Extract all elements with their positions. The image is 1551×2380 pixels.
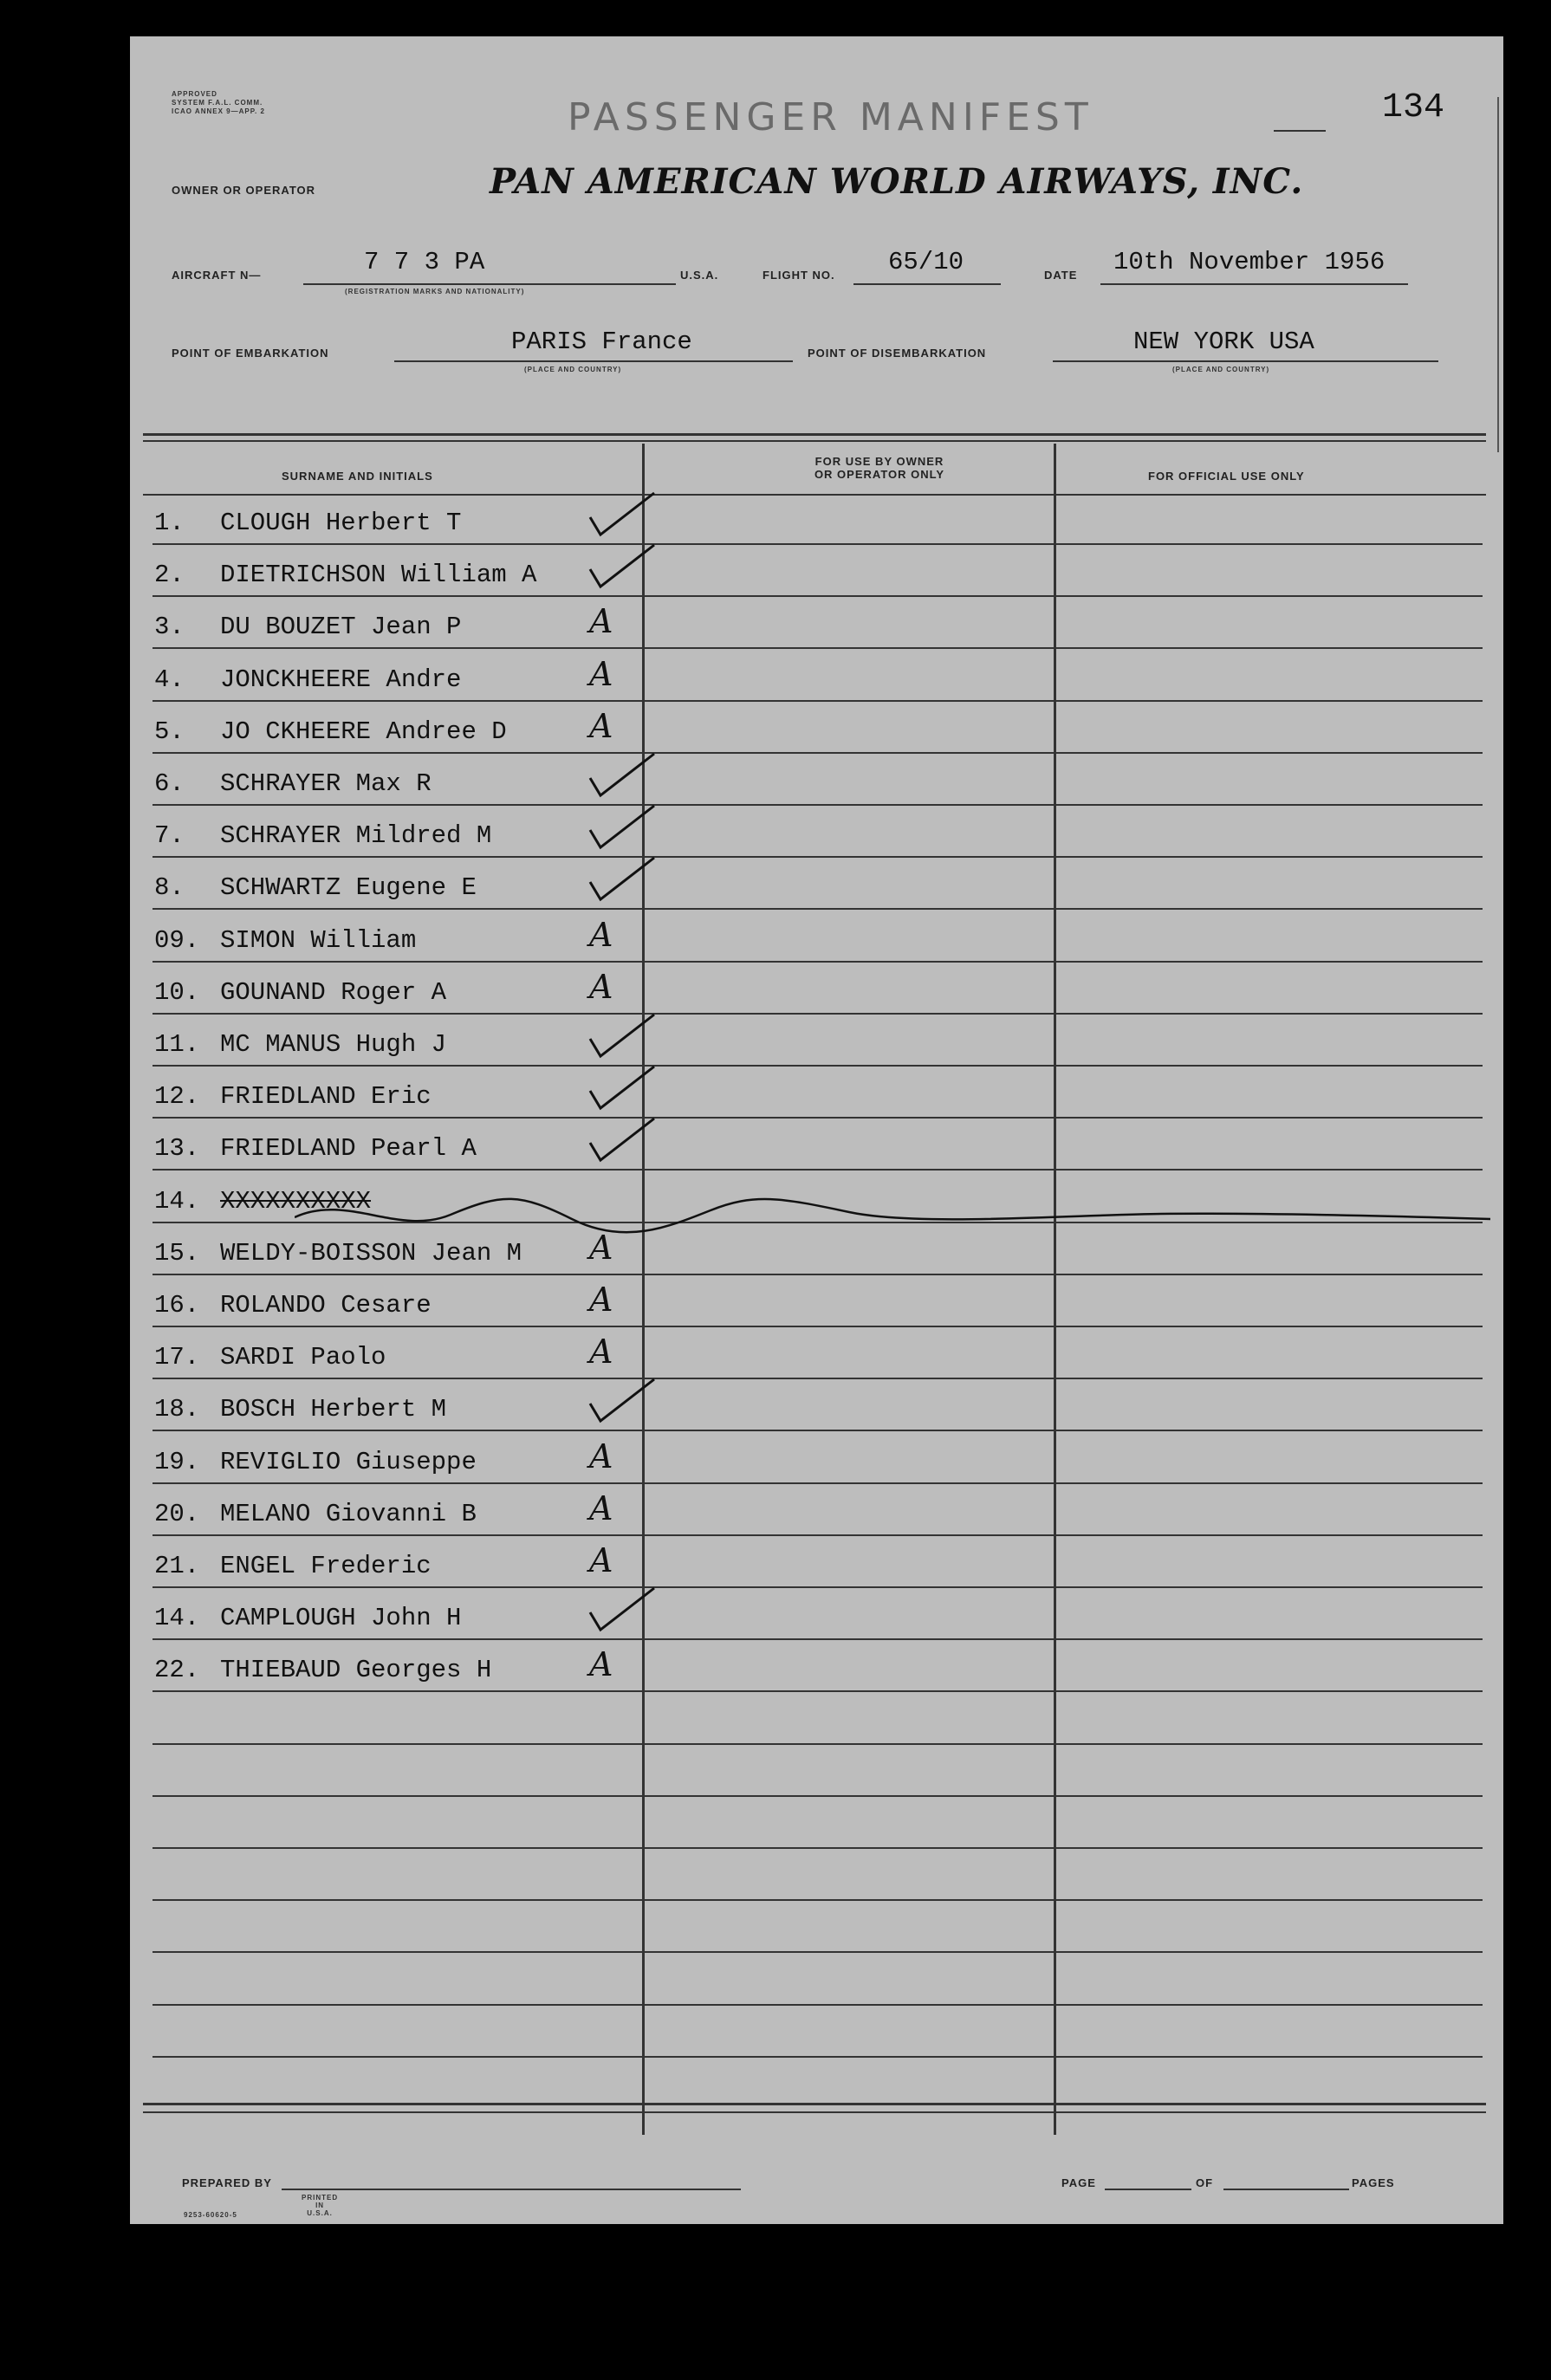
passenger-number: 20. [154,1499,200,1528]
passenger-row [130,1436,1503,1500]
row-line [153,1326,1483,1327]
handwritten-a-mark: A [589,654,613,693]
column-owner-header [754,455,1005,481]
handwritten-a-mark: A [589,1541,613,1579]
passenger-name: REVIGLIO Giuseppe [220,1447,477,1476]
passenger-number: 13. [154,1134,200,1164]
passenger-row [130,1281,1503,1343]
handwritten-a-mark: A [589,1436,613,1475]
passenger-number: 21. [154,1552,200,1580]
passenger-row [130,654,1503,717]
passenger-row [130,821,1503,873]
passenger-number: 3. [154,613,185,642]
passenger-number: 15. [154,1238,200,1268]
blank-row-line [153,2004,1483,2006]
blank-row-line [153,2056,1483,2058]
checkmark-icon [585,752,663,804]
passenger-number: 8. [154,873,185,903]
passenger-name: DIETRICHSON William A [220,561,537,590]
disembark-label: POINT OF DISEMBARKATION [808,347,987,360]
disembark-sublabel: (PLACE AND COUNTRY) [1172,366,1270,373]
passenger-name: XXXXXXXXXX [220,1186,372,1216]
printed-mark [302,2194,338,2217]
checkmark-icon [585,804,663,856]
sheet-number-line [1274,130,1326,132]
passenger-number: 14. [154,1604,200,1633]
passenger-name: SCHRAYER Max R [220,769,432,798]
usa-label: U.S.A. [680,269,719,282]
passenger-name: GOUNAND Roger A [220,977,447,1007]
column-surname-header: SURNAME AND INITIALS [282,470,433,483]
row-line [153,1065,1483,1067]
form-title: PASSENGER MANIFEST [568,95,1093,139]
passenger-row [130,1333,1503,1395]
row-line [153,543,1483,545]
handwritten-a-mark: A [589,915,613,954]
passenger-row [130,967,1503,1030]
passenger-row [130,602,1503,665]
passenger-row [130,1604,1503,1656]
column-owner-header-line-2: OR OPERATOR ONLY [814,468,945,481]
passenger-name: MELANO Giovanni B [220,1499,477,1528]
checkmark-icon [585,1117,663,1169]
flight-label: FLIGHT NO. [763,269,835,282]
passenger-number: 5. [154,717,185,746]
prepared-by-label: PREPARED BY [182,2176,272,2189]
passenger-row [130,1395,1503,1447]
passenger-name: CAMPLOUGH John H [220,1604,462,1633]
passenger-number: 10. [154,977,200,1007]
row-line [153,961,1483,963]
pages-label: PAGES [1352,2176,1395,2189]
manifest-sheet [130,36,1503,2224]
page-label: PAGE [1061,2176,1096,2189]
checkmark-icon [585,1065,663,1117]
column-official-header: FOR OFFICIAL USE ONLY [1148,470,1305,483]
row-line [153,1117,1483,1119]
blank-row-line [153,1899,1483,1901]
row-line [153,700,1483,702]
checkmark-icon [585,1586,663,1638]
printed-mark-line-2: IN [315,2202,325,2209]
passenger-row [130,1541,1503,1604]
passenger-number: 11. [154,1030,200,1059]
row-line [153,1534,1483,1536]
embark-label: POINT OF EMBARKATION [172,347,329,360]
passenger-number: 7. [154,821,185,851]
aircraft-value: 7 7 3 PA [364,248,485,276]
passenger-name: JONCKHEERE Andre [220,665,462,694]
passenger-row [130,873,1503,925]
passenger-name: ROLANDO Cesare [220,1291,432,1320]
of-label: OF [1196,2176,1214,2189]
checkmark-icon [585,491,663,543]
row-line [153,804,1483,806]
date-value: 10th November 1956 [1113,248,1386,276]
passenger-row [130,1228,1503,1291]
passenger-name: DU BOUZET Jean P [220,613,462,642]
row-line [153,908,1483,910]
handwritten-a-mark: A [589,1645,613,1684]
date-label: DATE [1044,269,1078,282]
checkmark-icon [585,856,663,908]
flight-value: 65/10 [888,248,964,276]
sheet-number: 134 [1382,88,1445,127]
passenger-name: CLOUGH Herbert T [220,509,462,537]
column-owner-header-line-1: FOR USE BY OWNER [814,455,944,468]
passenger-name: FRIEDLAND Pearl A [220,1134,477,1164]
handwritten-a-mark: A [589,1228,613,1267]
row-line [153,1274,1483,1275]
blank-row-line [153,1795,1483,1797]
row-line [153,856,1483,858]
passenger-name: SCHWARTZ Eugene E [220,873,477,903]
checkmark-icon [585,543,663,595]
row-line [153,1169,1483,1171]
passenger-number: 09. [154,925,200,955]
printed-mark-line-3: U.S.A. [307,2209,333,2217]
owner-label: OWNER OR OPERATOR [172,184,316,197]
handwritten-a-mark: A [589,967,613,1006]
approval-line-3: ICAO ANNEX 9—APP. 2 [172,107,265,115]
passenger-row [130,1645,1503,1708]
handwritten-a-mark: A [589,602,613,641]
handwritten-a-mark: A [589,1333,613,1372]
handwritten-a-mark: A [589,706,613,745]
passenger-name: BOSCH Herbert M [220,1395,447,1424]
approval-block [172,90,265,116]
passenger-number: 1. [154,509,185,537]
embark-value: PARIS France [511,327,692,356]
checkmark-icon [585,1013,663,1065]
passenger-name: MC MANUS Hugh J [220,1030,447,1059]
passenger-number: 18. [154,1395,200,1424]
row-line [153,1430,1483,1431]
passenger-row [130,1030,1503,1082]
row-line [153,595,1483,597]
edge-mark [1497,97,1499,452]
passenger-name: SIMON William [220,925,417,955]
passenger-name: SARDI Paolo [220,1343,386,1372]
disembark-value: NEW YORK USA [1133,327,1314,356]
approval-line-2: SYSTEM F.A.L. COMM. [172,99,263,107]
owner-value: PAN AMERICAN WORLD AIRWAYS, INC. [490,161,1304,202]
passenger-name: ENGEL Frederic [220,1552,432,1580]
row-line [153,1586,1483,1588]
passenger-row [130,706,1503,769]
passenger-row [130,769,1503,821]
passenger-name: FRIEDLAND Eric [220,1082,432,1112]
passenger-number: 6. [154,769,185,798]
passenger-number: 16. [154,1291,200,1320]
row-line [153,1482,1483,1484]
blank-row-line [153,1847,1483,1849]
passenger-name: JO CKHEERE Andree D [220,717,507,746]
handwritten-a-mark: A [589,1281,613,1319]
passenger-row [130,915,1503,978]
passenger-name: THIEBAUD Georges H [220,1656,492,1685]
passenger-row [130,1134,1503,1186]
approval-line-1: APPROVED [172,90,217,98]
passenger-name: SCHRAYER Mildred M [220,821,492,851]
passenger-number: 22. [154,1656,200,1685]
handwritten-a-mark: A [589,1488,613,1527]
passenger-row [130,509,1503,561]
passenger-number: 17. [154,1343,200,1372]
passenger-number: 4. [154,665,185,694]
aircraft-label: AIRCRAFT N— [172,269,262,282]
embark-sublabel: (PLACE AND COUNTRY) [524,366,622,373]
passenger-number: 19. [154,1447,200,1476]
passenger-row [130,1488,1503,1552]
passenger-number: 12. [154,1082,200,1112]
blank-row-line [153,1743,1483,1745]
passenger-row [130,1082,1503,1134]
row-line [153,1013,1483,1015]
blank-row-line [153,1951,1483,1953]
printed-mark-line-1: PRINTED [302,2194,339,2202]
row-line [153,647,1483,649]
passenger-row [130,561,1503,613]
row-line [153,1638,1483,1640]
passenger-number: 14. [154,1186,200,1216]
passenger-name: WELDY-BOISSON Jean M [220,1238,522,1268]
row-line [153,752,1483,754]
form-number: 9253-60620-5 [184,2211,237,2219]
passenger-number: 2. [154,561,185,590]
checkmark-icon [585,1378,663,1430]
row-line [153,1378,1483,1379]
strike-scribble [295,1184,1490,1236]
row-line [153,1690,1483,1692]
aircraft-sublabel: (REGISTRATION MARKS AND NATIONALITY) [345,288,525,295]
